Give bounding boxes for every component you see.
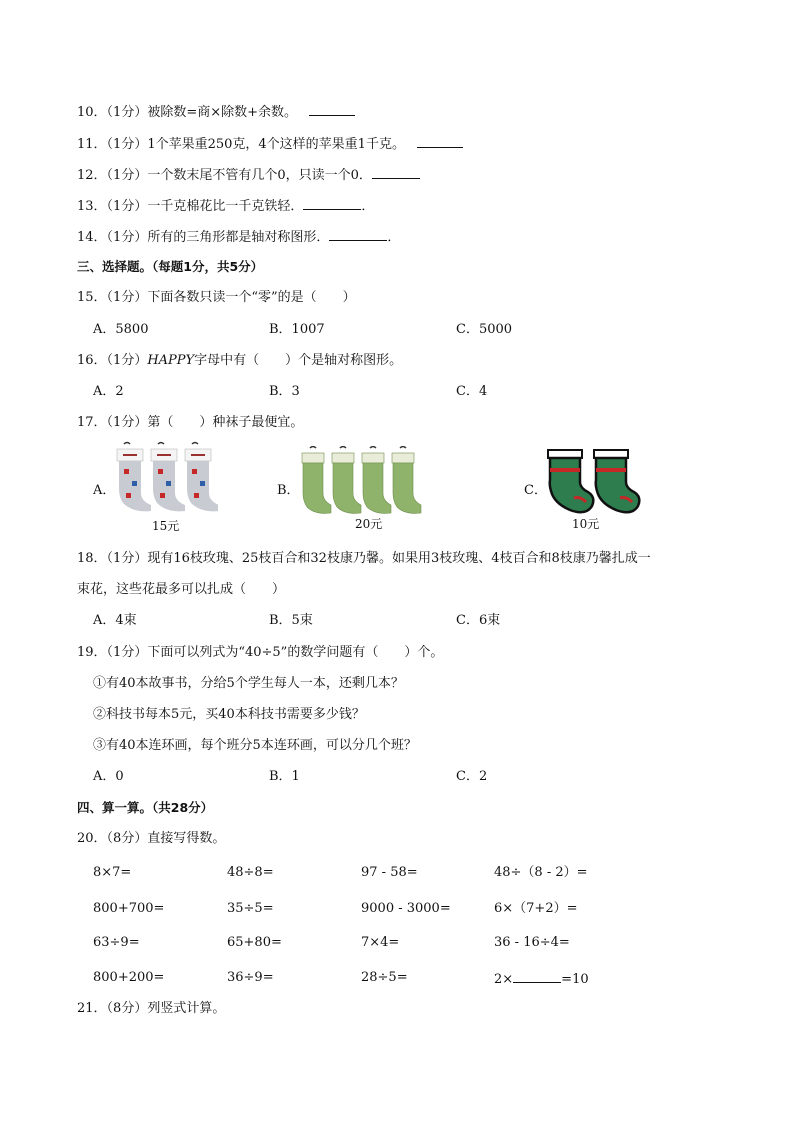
answer-blank[interactable] — [372, 165, 420, 179]
question-number: 11． — [77, 137, 107, 152]
calc-item: 36 - 16÷4= — [494, 935, 570, 950]
green-socks-icon — [298, 446, 434, 518]
question-15 — [77, 289, 356, 307]
option-a[interactable]: A．0 — [93, 769, 124, 784]
option-b[interactable]: B．5束 — [269, 613, 313, 628]
question-text: 所有的三角形都是轴对称图形． — [147, 230, 330, 245]
option-b[interactable]: B．1 — [269, 769, 300, 784]
question-number: 18． — [77, 551, 107, 566]
question-17 — [77, 414, 303, 432]
calc-item: 48÷（8 - 2）= — [494, 865, 588, 880]
question-number: 12． — [77, 168, 107, 183]
calc-prefix: 2× — [494, 972, 514, 987]
option-c[interactable]: C． — [524, 483, 547, 498]
question-score: （1分） — [106, 353, 148, 368]
answer-blank[interactable] — [303, 196, 361, 210]
question-score: （1分） — [106, 645, 148, 660]
option-a[interactable]: A． — [93, 483, 116, 498]
calc-item: 63÷9= — [93, 935, 140, 950]
question-score: （1分） — [106, 137, 148, 152]
calc-item-fill-blank — [494, 969, 589, 989]
sock-image-b[interactable] — [298, 446, 434, 534]
question-text: 字母中有（ ）个是轴对称图形。 — [194, 353, 403, 368]
calc-item: 800+700= — [93, 901, 165, 916]
question-text: 下面可以列式为“40÷5”的数学问题有（ ）个。 — [147, 645, 444, 660]
question-18-continued: 束花，这些花最多可以扎成（ ） — [77, 582, 286, 597]
answer-blank[interactable] — [329, 227, 387, 241]
question-number: 14． — [77, 230, 107, 245]
question-20 — [77, 830, 225, 848]
question-score: （1分） — [106, 230, 148, 245]
option-b[interactable]: B．3 — [269, 384, 300, 399]
option-c[interactable]: C．5000 — [456, 322, 513, 337]
sock-image-c[interactable] — [542, 446, 642, 534]
question-number: 20． — [77, 831, 107, 846]
question-tail: ． — [387, 230, 401, 245]
answer-blank[interactable] — [309, 102, 355, 116]
calc-item: 48÷8= — [227, 865, 274, 880]
question-13 — [77, 196, 374, 216]
option-a[interactable]: A．2 — [93, 384, 124, 399]
calc-suffix: =10 — [561, 972, 589, 987]
happy-word: HAPPY — [147, 353, 195, 368]
calc-item: 6×（7+2）= — [494, 901, 578, 916]
calc-item: 9000 - 3000= — [361, 901, 451, 916]
sock-image-a[interactable] — [114, 441, 218, 533]
question-score: （1分） — [106, 290, 148, 305]
question-number: 15． — [77, 290, 107, 305]
section-4-heading: 四、算一算。（共28分） — [77, 800, 214, 815]
problem-item-3: ③有40本连环画，每个班分5本连环画，可以分几个班？ — [93, 738, 417, 753]
option-b[interactable]: B．1007 — [269, 322, 325, 337]
question-19 — [77, 644, 443, 662]
question-score: （8分） — [106, 831, 148, 846]
question-text: 1个苹果重250克，4个这样的苹果重1千克。 — [147, 137, 405, 152]
question-score: （1分） — [106, 199, 148, 214]
calc-item: 28÷5= — [361, 970, 408, 985]
answer-blank[interactable] — [513, 969, 561, 983]
section-3-heading: 三、选择题。（每题1分，共5分） — [77, 259, 264, 274]
question-number: 16． — [77, 353, 107, 368]
question-text: 列竖式计算。 — [147, 1001, 226, 1016]
question-text: 第（ ）种袜子最便宜。 — [147, 415, 304, 430]
calc-item: 8×7= — [93, 865, 132, 880]
question-text: 一个数末尾不管有几个0，只读一个0． — [147, 168, 372, 183]
option-c[interactable]: C．4 — [456, 384, 488, 399]
option-b[interactable]: B． — [277, 483, 300, 498]
question-21 — [77, 1000, 225, 1018]
question-number: 10． — [77, 105, 107, 120]
stockings-icon — [542, 446, 642, 518]
calc-item: 7×4= — [361, 935, 400, 950]
question-10 — [77, 102, 355, 122]
question-number: 19． — [77, 645, 107, 660]
problem-item-2: ②科技书每本5元，买40本科技书需要多少钱？ — [93, 707, 365, 722]
question-tail: ． — [361, 199, 375, 214]
question-score: （1分） — [106, 105, 148, 120]
question-score: （8分） — [106, 1001, 148, 1016]
question-text: 直接写得数。 — [147, 831, 226, 846]
question-score: （1分） — [106, 551, 148, 566]
question-14 — [77, 227, 400, 247]
question-text: 被除数=商×除数+余数。 — [147, 105, 298, 120]
option-c[interactable]: C．2 — [456, 769, 488, 784]
price-label: 15元 — [152, 519, 180, 533]
question-18 — [77, 550, 651, 568]
question-text: 一千克棉花比一千克铁轻． — [147, 199, 304, 214]
question-11 — [77, 134, 463, 154]
question-number: 13． — [77, 199, 107, 214]
calc-item: 97 - 58= — [361, 865, 418, 880]
question-number: 17． — [77, 415, 107, 430]
question-score: （1分） — [106, 168, 148, 183]
option-a[interactable]: A．5800 — [93, 322, 149, 337]
question-16 — [77, 352, 402, 370]
option-c[interactable]: C．6束 — [456, 613, 501, 628]
question-12 — [77, 165, 420, 185]
answer-blank[interactable] — [417, 134, 463, 148]
price-label: 10元 — [572, 517, 600, 531]
calc-item: 35÷5= — [227, 901, 274, 916]
question-number: 21． — [77, 1001, 107, 1016]
option-a[interactable]: A．4束 — [93, 613, 137, 628]
calc-item: 800+200= — [93, 970, 165, 985]
price-label: 20元 — [355, 517, 383, 531]
calc-item: 36÷9= — [227, 970, 274, 985]
calc-item: 65+80= — [227, 935, 282, 950]
question-text: 现有16枝玫瑰、25枝百合和32枝康乃馨。如果用3枝玫瑰、4枝百合和8枝康乃馨扎成一 — [147, 551, 651, 566]
question-text: 下面各数只读一个“零”的是（ ） — [147, 290, 356, 305]
question-score: （1分） — [106, 415, 148, 430]
problem-item-1: ①有40本故事书，分给5个学生每人一本，还剩几本？ — [93, 676, 404, 691]
